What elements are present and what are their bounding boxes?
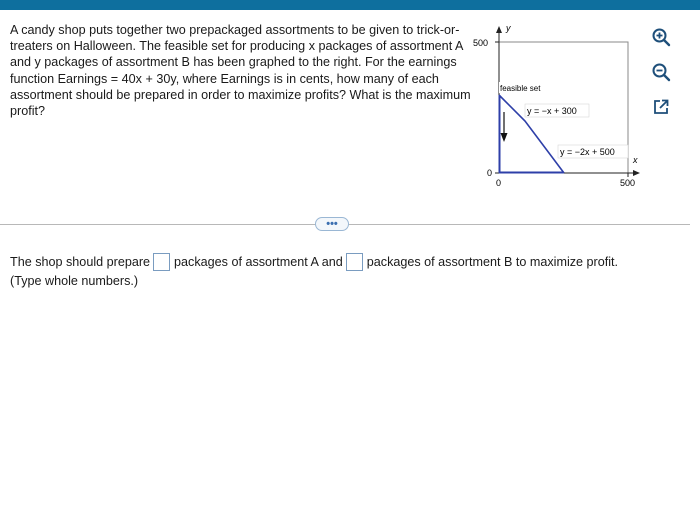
line2-label: y = −2x + 500	[560, 147, 615, 157]
external-link-icon	[652, 98, 670, 116]
zoom-out-icon	[651, 62, 671, 82]
region-label: feasible set	[500, 84, 541, 93]
tool-column	[650, 26, 674, 131]
y-tick-top-label: 500	[473, 38, 489, 48]
x-tick-origin-label: 0	[496, 178, 502, 188]
answer-sentence	[10, 253, 618, 271]
top-bar	[0, 0, 700, 10]
feasible-arrow-icon	[501, 133, 508, 142]
x-axis-arrow-icon	[633, 170, 640, 176]
y-axis-arrow-icon	[496, 26, 502, 33]
x-tick-right-label: 500	[620, 178, 636, 188]
answer-middle: packages of assortment A and	[174, 255, 343, 269]
assortment-b-input[interactable]	[346, 253, 363, 271]
expand-more-button[interactable]	[315, 217, 349, 231]
zoom-out-button[interactable]	[650, 61, 672, 83]
more-dots: •••	[326, 218, 338, 230]
y-axis-label: y	[506, 24, 511, 33]
assortment-a-input[interactable]	[153, 253, 170, 271]
feasible-set-graph	[470, 24, 650, 196]
question-text: A candy shop puts together two prepackaged assortments to be given to trick-or-treaters on Halloween. The feasible set for producing x packages of assortment A and y packages of assortment B has been graphed to the right. For the earnings function Earnings = 40x + 30y, where Earnings is in cents, how many of each assortment should be prepared in order to maximize profits? What is the maximum profit?	[10, 23, 471, 119]
y-tick-origin-label: 0	[487, 168, 493, 178]
input-hint: (Type whole numbers.)	[10, 274, 139, 288]
answer-prefix: The shop should prepare	[10, 255, 151, 269]
open-in-new-window-button[interactable]	[650, 96, 672, 118]
line1-label: y = −x + 300	[527, 106, 577, 116]
answer-suffix: packages of assortment B to maximize profit.	[366, 255, 619, 269]
x-axis-label: x	[633, 155, 638, 165]
zoom-in-button[interactable]	[650, 26, 672, 48]
zoom-in-icon	[651, 27, 671, 47]
